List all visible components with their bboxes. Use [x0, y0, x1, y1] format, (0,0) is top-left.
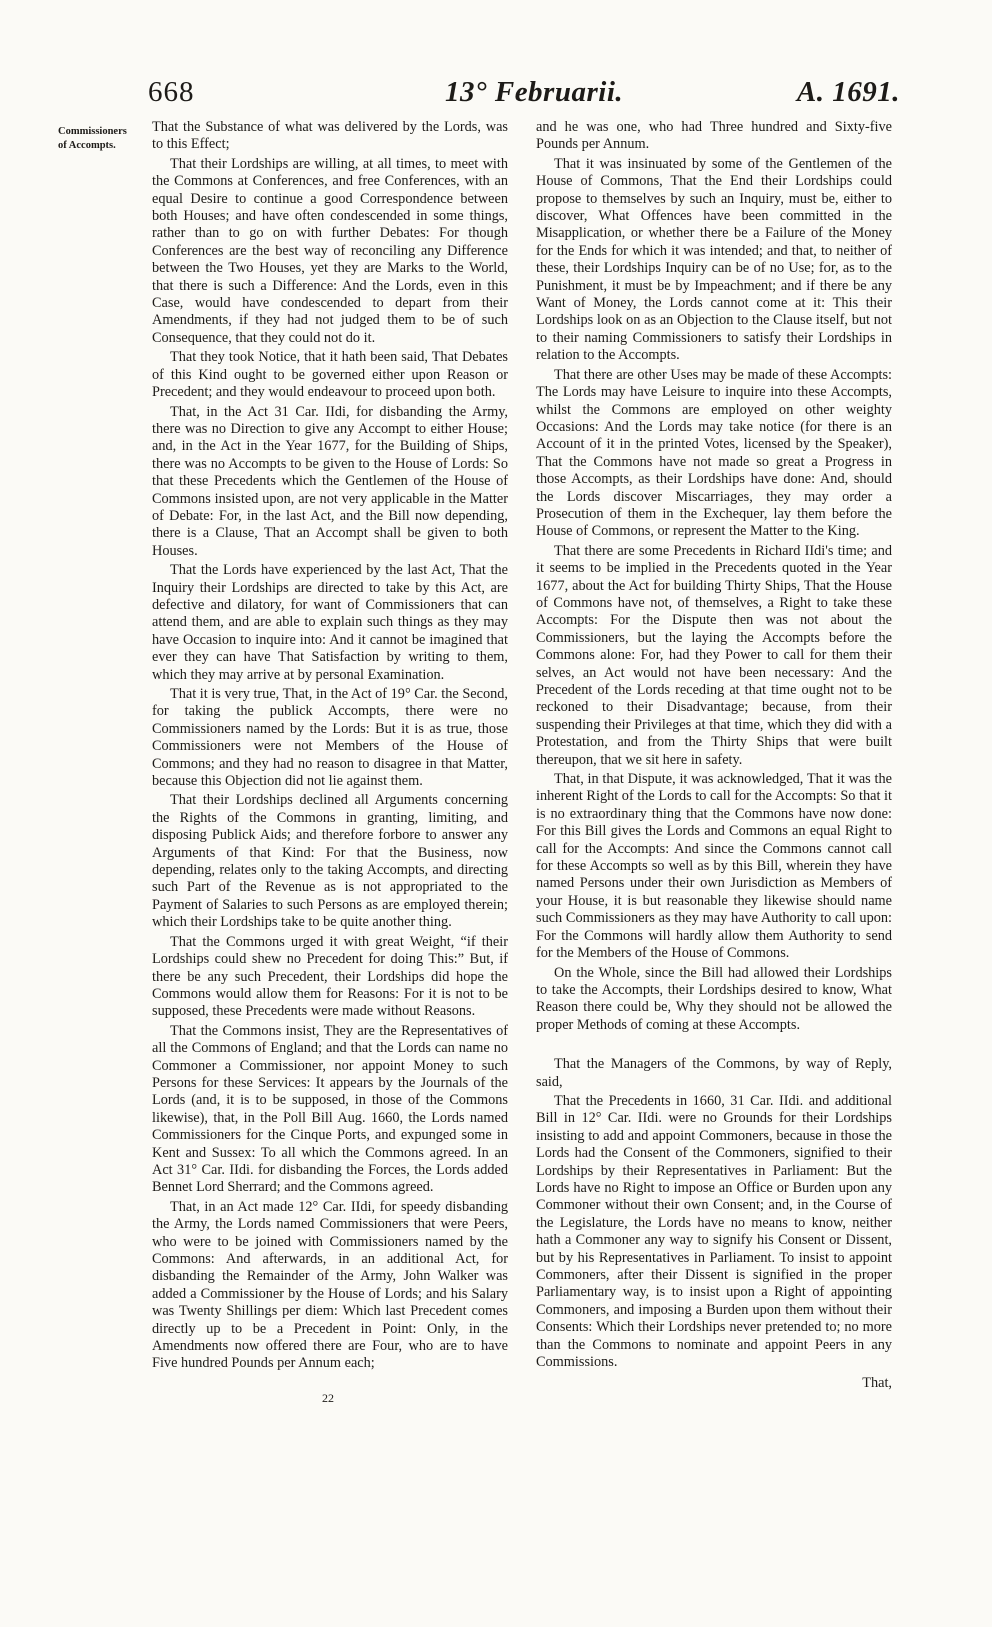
- page-header: [0, 76, 992, 116]
- paragraph: That they took Notice, that it hath been said, That Debates of this Kind ought to be governed either upon Reason or Precedent; and they would endeavour to proceed upon both.: [152, 349, 508, 401]
- paragraph: That there are some Precedents in Richard IIdi's time; and it seems to be implied in the Precedents quoted in the Year 1677, about the Act for building Thirty Ships, That the House of Commons have not, of themselves, a Right to take these Accompts: For the Dispute then was not about the Commissioners, but the laying the Accompts before the Commons alone: For, had they Power to call for them their selves, an Act would not have been necessary: And the Precedent of the Lords receding at that time ought not to be reckoned to their Disadvantage; because, from their suspending their Privileges at that time, which they did with a Protestation, and from the Thirty Ships that were built thereupon, that we sit here in safety.: [536, 542, 892, 768]
- paragraph: That their Lordships are willing, at all times, to meet with the Commons at Conferences, and free Conferences, with an equal Desire to continue a good Correspondence between both Houses; and have often condescended in some things, rather than to go on with further Debates: For though Conferences are the best way of reconciling any Difference between the Two Houses, yet they are Marks to the World, that there is such a Difference: And the Lords, even in this Case, would have condescended to depart from their Amendments, if they had not judged them to be of such Consequence, that they could not do it.: [152, 155, 508, 346]
- paragraph: That the Substance of what was delivered by the Lords, was to this Effect;: [152, 119, 508, 153]
- paragraph: That there are other Uses may be made of these Accompts: The Lords may have Leisure to inquire into these Accompts, whilst the Commons are employed on other weighty Occasions: And the Lords may take notice (for there is an Account of it in the printed Votes, licensed by the Speaker), That the Commons have not made so great a Progress in those Accompts, as their Lordships have done: And, should the Lords discover Miscarriages, they may order a Prosecution of them in the Exchequer, lay them before the House of Commons, or represent the Matter to the King.: [536, 366, 892, 540]
- paragraph: That, in an Act made 12° Car. IIdi, for speedy disbanding the Army, the Lords named Commissioners that were Peers, who were to be joined with Commissioners named by the Commons: And afterwards, in an additional Act, for disbanding the Remainder of the Army, John Walker was added a Commissioner by the House of Lords; and his Salary was Twenty Shillings per diem: Which last Precedent comes directly up to be a Precedent in Point: Only, in the Amendments now offered there are Four, who are to have Five hundred Pounds per Annum each;: [152, 1198, 508, 1372]
- paragraph: That the Commons urged it with great Weight, “if their Lordships could shew no Precedent for doing This:” But, if there be any such Precedent, their Lordships did hope the Commons would allow them for Reasons: For it is not to be supposed, these Precedents were made without Reasons.: [152, 933, 508, 1020]
- paragraph: That their Lordships declined all Arguments concerning the Rights of the Commons in granting, limiting, and disposing Publick Aids; and therefore forbore to answer any Arguments of that Kind: For that the Business, now depending, relates only to the taking Accompts, and directing such Part of the Revenue as is not appropriated to the Payment of Salaries to such Persons as are employed therein; which their Lordships take to be quite another thing.: [152, 792, 508, 931]
- paragraph: That, in that Dispute, it was acknowledged, That it was the inherent Right of the Lords to call for the Accompts: So that it is no extraordinary thing that the Commons have now done: For this Bill gives the Lords and Commons an equal Right to call for the Accompts: And since the Commons cannot call for these Accompts so well as by this Bill, wherein they have named Persons under their own Jurisdiction as Members of your House, it is but reasonable they likewise should name such Commissioners as they may have Authority to call upon: For the Commons will hardly allow them Authority to send for the Members of the House of Commons.: [536, 771, 892, 962]
- paragraph: and he was one, who had Three hundred and Sixty-five Pounds per Annum.: [536, 119, 892, 153]
- page-number: 668: [148, 76, 195, 108]
- paragraph: That the Precedents in 1660, 31 Car. IIdi. and additional Bill in 12° Car. IIdi. were no Grounds for their Lordships insisting to add and appoint Commoners, because in those the Lords had the Consent of the Commoners, signified to their Lordships by their Representatives in Parliament: But the Lords have no Right to impose an Office or Burden upon any Commoner without their own Consent; and, in the Course of the Legislature, the Lords have no means to know, neither hath a Commoner any way to signify his Consent or Dissent, but by his Representatives in Parliament. To insist to appoint Commoners, after their Dissent is signified in the proper Parliamentary way, is to insist upon a Right of appointing Commoners, and imposing a Burden upon them without their Consents: Which their Lordships never pretended to; no more than the Commons to nominate and appoint Peers in any Commissions.: [536, 1092, 892, 1371]
- paragraph: That the Commons insist, They are the Representatives of all the Commons of England; and that the Lords can name no Commoner a Commissioner, nor appoint Money to such Persons for these Services: It appears by the Journals of the Lords (and, it is to be supposed, in those of the Commons likewise), that, in the Poll Bill Aug. 1660, the Lords named Commissioners for the Cinque Ports, and expunged some in Kent and Sussex: To all which the Commons agreed. In an Act 31° Car. IIdi. for disbanding the Forces, the Lords added Bennet Lord Sherrard; and the Commons agreed.: [152, 1022, 508, 1196]
- paragraph: On the Whole, since the Bill had allowed their Lordships to take the Accompts, their Lordships desired to know, What Reason there could be, Why they should not be allowed the proper Methods of coming at these Accompts.: [536, 964, 892, 1033]
- paragraph: That it is very true, That, in the Act of 19° Car. the Second, for taking the publick Accompts, there were no Commissioners named by the Lords: But it is as true, those Commissioners were not Members of the House of Commons; and they had no reason to disagree in that Matter, because this Objection did not lie against them.: [152, 686, 508, 790]
- paragraph: That, in the Act 31 Car. IIdi, for disbanding the Army, there was no Direction to give any Accompt to either House; and, in the Act in the Year 1677, for the Building of Ships, there was no Accompts to be given to the House of Lords: So that these Precedents which the Gentlemen of the House of Commons insisted upon, are not very applicable in the Matter of Debate: For, in the last Act, and the Bill now depending, there is a Clause, That an Accompt shall be given to both Houses.: [152, 403, 508, 559]
- marginal-note: Commissioners of Accompts.: [58, 126, 127, 151]
- running-date: 13° Februarii.: [445, 76, 624, 108]
- catchword: That,: [862, 1375, 892, 1392]
- signature-mark: 22: [322, 1391, 334, 1405]
- paragraph: That the Lords have experienced by the last Act, That the Inquiry their Lordships are directed to take by this Act, are defective and dilatory, for want of Commissioners that can attend them, and are able to explain such things as they may have Occasion to inquire into: And it cannot be imagined that ever they can have That Satisfaction by writing to them, which they may arrive at by personal Examination.: [152, 562, 508, 683]
- paragraph: That it was insinuated by some of the Gentlemen of the House of Commons, That the End their Lordships could propose to themselves by such an Inquiry, must be, either to discover, What Offences have been committed in the Misapplication, or whether there be a Failure of the Money for the Ends for which it was intended; and that, to neither of these, their Lordships Inquiry can be of no Use; for, as to the Punishment, it must be by Impeachment; and if there be any Want of Money, the Lords cannot come at it: This their Lordships look on as an Objection to the Clause itself, but not to their naming Commissioners to satisfy their Lordships in relation to the Accompts.: [536, 155, 892, 364]
- paragraph: That the Managers of the Commons, by way of Reply, said,: [536, 1056, 892, 1090]
- left-column: [152, 119, 508, 1375]
- right-column: [536, 119, 892, 1395]
- running-year: A. 1691.: [796, 76, 900, 108]
